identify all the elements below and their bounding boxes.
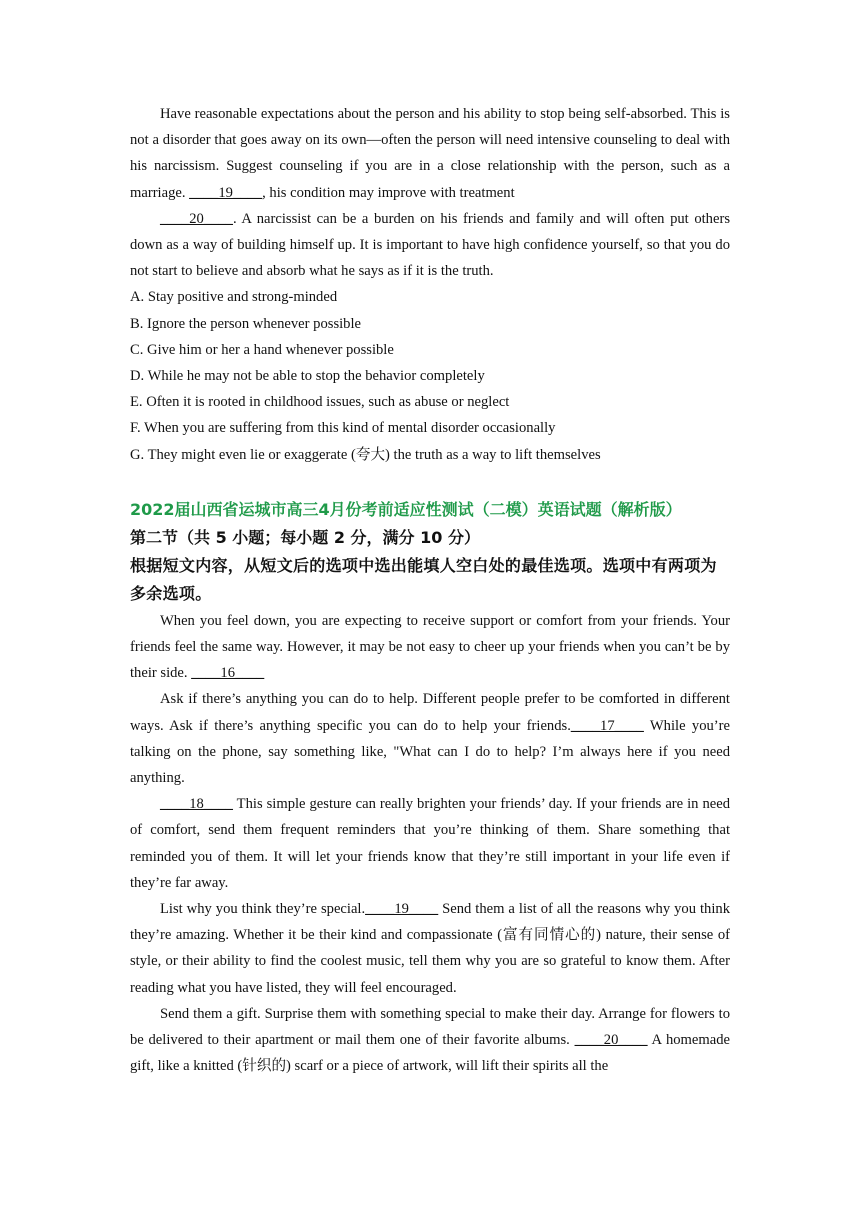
option-f: F. When you are suffering from this kind of mental disorder occasionally <box>130 420 556 437</box>
passage-paragraph <box>130 791 730 896</box>
passage-paragraph <box>130 608 730 687</box>
paragraph-text: While you’re talking on the phone, say something like, "What can I do to help? I’m always here if you need anything. <box>130 717 730 787</box>
paragraph-text: . A narcissist can be a burden on his friends and family and will often put others down as a way of building himself up. It is important to have high confidence yourself, so that you do not start to believe and absorb what he says as if it is the truth. <box>130 210 730 280</box>
passage-paragraph <box>130 686 730 791</box>
answer-blank-16: ____16____ <box>191 665 265 682</box>
paragraph-text: Send them a list of all the reasons why you think they’re amazing. Whether it be their kind and compassionate (富有同情心的) nature, their sense of style, or their ability to find the coolest music, tell them why you are so grateful to know them. After reading what you have listed, they will feel encouraged. <box>130 901 730 996</box>
answer-blank-19b: ____19____ <box>365 901 439 918</box>
exam-title: 2022届山西省运城市高三4月份考前适应性测试（二模）英语试题（解析版） <box>130 499 682 519</box>
section-heading: 第二节（共 5 小题；每小题 2 分，满分 10 分） <box>130 527 480 547</box>
paragraph-text: , his condition may improve with treatment <box>262 184 515 201</box>
option-a: A. Stay positive and strong-minded <box>130 289 338 306</box>
answer-blank-17: ____17____ <box>570 717 644 734</box>
passage-paragraph <box>130 896 730 1001</box>
option-c: C. Give him or her a hand whenever possible <box>130 341 394 358</box>
paragraph-text: When you feel down, you are expecting to receive support or comfort from your friends. Your friends feel the same way. However, it may be not easy to cheer up your friends when you can’t be by their side. <box>130 612 730 682</box>
answer-blank-20b: ____20____ <box>574 1032 648 1049</box>
option-list <box>130 284 730 467</box>
paragraph-text: List why you think they’re special. <box>160 901 366 918</box>
option-e: E. Often it is rooted in childhood issues, such as abuse or neglect <box>130 394 510 411</box>
answer-blank-19: ____19____ <box>189 184 263 201</box>
paragraph-text: This simple gesture can really brighten your friends’ day. If your friends are in need of comfort, send them frequent reminders that you’re thinking of them. Share something that reminded you of them. It will let your friends know that they’re still important in your life even if they’re far away. <box>130 796 730 891</box>
paragraph-text: Have reasonable expectations about the person and his ability to stop being self-absorbed. This is not a disorder that goes away on its own—often the person will need intensive counseling to deal with his narcissism. Suggest counseling if you are in a close relationship with the person, such as a marriage. <box>130 106 730 201</box>
passage-paragraph <box>130 206 730 285</box>
paragraph-text: Send them a gift. Surprise them with something special to make their day. Arrange for flowers to be delivered to their apartment or mail them one of their favorite albums. <box>130 1005 730 1049</box>
answer-blank-20: ____20____ <box>160 210 233 227</box>
paragraph-text: A homemade gift, like a knitted (针织的) scarf or a piece of artwork, will lift their spirits all the <box>130 1032 730 1075</box>
option-g: G. They might even lie or exaggerate (夸大) the truth as a way to lift themselves <box>130 446 601 463</box>
paragraph-text: Ask if there’s anything you can do to help. Different people prefer to be comforted in different ways. Ask if there’s anything specific you can do to help your friends. <box>130 691 730 734</box>
passage-paragraph <box>130 101 730 206</box>
instruction-text: 根据短文内容，从短文后的选项中选出能填人空白处的最佳选项。选项中有两项为多余选项。 <box>130 555 717 603</box>
passage-paragraph <box>130 1001 730 1080</box>
option-d: D. While he may not be able to stop the behavior completely <box>130 368 485 385</box>
document-content <box>130 101 730 1080</box>
answer-blank-18: ____18____ <box>160 796 233 813</box>
option-b: B. Ignore the person whenever possible <box>130 315 362 332</box>
